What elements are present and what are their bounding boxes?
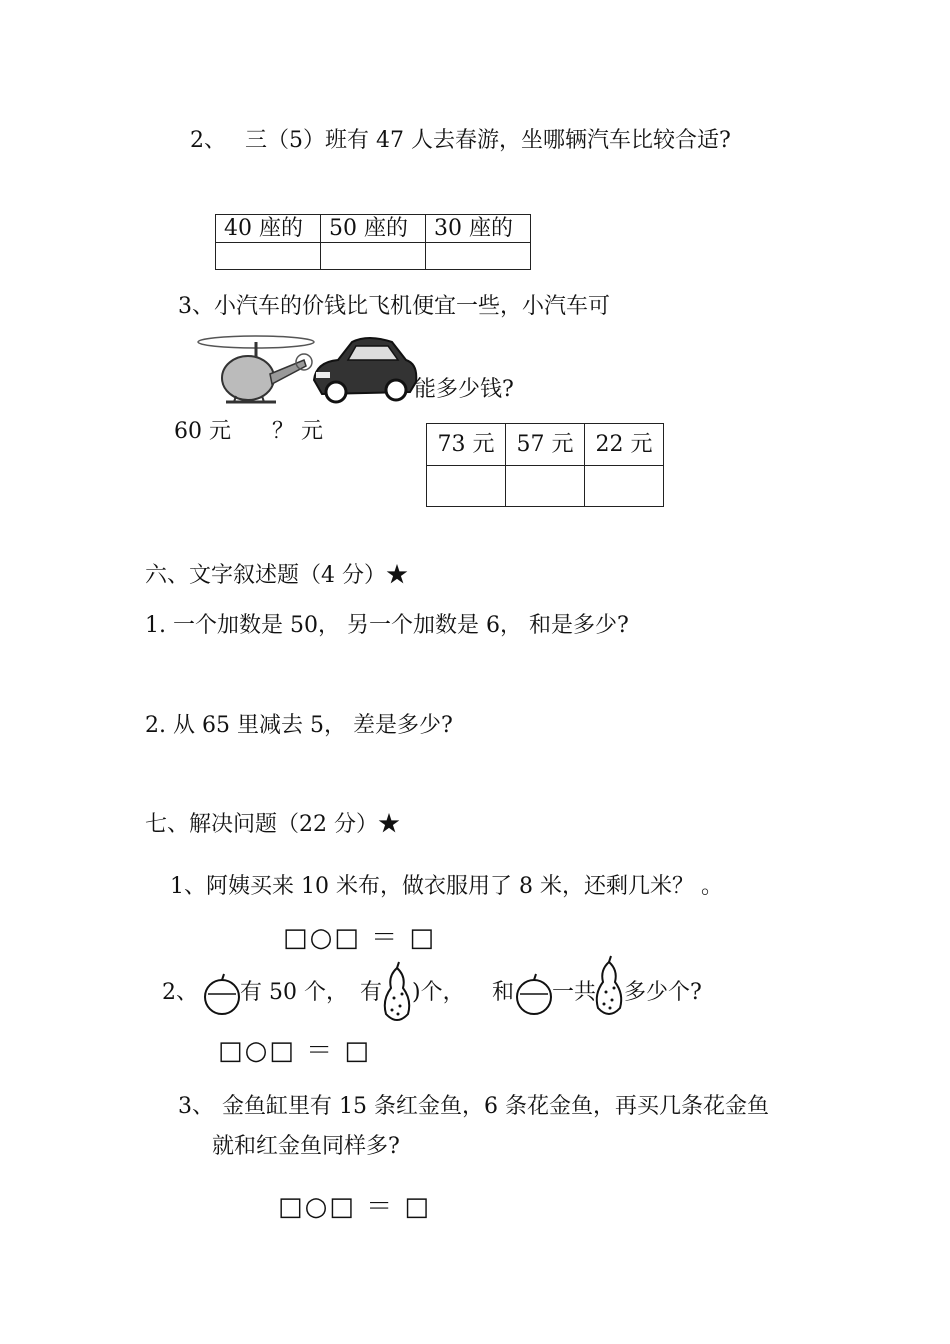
equation-template[interactable]: □○□ ＝ □ [278,1192,431,1222]
q2-text: 三（5）班有 47 人去春游，坐哪辆汽车比较合适? [245,128,731,153]
q3-line1: 3、小汽车的价钱比飞机便宜一些，小汽车可 [178,294,610,319]
section7-q2-number: 2、 [162,980,198,1005]
answer-cell[interactable] [216,243,321,270]
car-price: ？ 元 [272,419,323,444]
section7-q2-part4: 和 [492,980,515,1005]
car-icon [308,330,420,408]
q2-number: 2、 [190,128,226,153]
section6-q2: 2. 从 65 里减去 5， 差是多少? [145,713,453,738]
pear-icon [380,962,414,1026]
section7-title: 七、解决问题（22 分）★ [145,812,400,837]
section6-title: 六、文字叙述题（4 分）★ [145,563,408,588]
car-price-table [426,423,664,507]
answer-cell[interactable] [321,243,426,270]
answer-cell[interactable] [506,466,585,507]
helicopter-icon [196,330,316,414]
bus-choice-table [215,214,531,270]
apple-icon [514,972,554,1016]
table-cell: 40 座的 [216,215,321,243]
section7-q2-part2: 有 [360,980,383,1005]
answer-cell[interactable] [426,243,531,270]
section6-q1: 1. 一个加数是 50， 另一个加数是 6， 和是多少? [145,613,629,638]
helicopter-price: 60 元 [174,419,231,444]
table-cell: 22 元 [585,424,664,466]
table-cell: 73 元 [427,424,506,466]
equation-template[interactable]: □○□ ＝ □ [218,1036,371,1066]
section7-q2-part5: 一共 [552,980,597,1005]
q3-line2: 能多少钱? [414,377,514,402]
answer-cell[interactable] [585,466,664,507]
section7-q2-part3: )个， [412,980,465,1005]
section7-q2-part1: 有 50 个， [240,980,348,1005]
apple-icon [202,972,242,1016]
section7-q1: 1、阿姨买来 10 米布，做衣服用了 8 米，还剩几米？ 。 [170,874,723,899]
table-cell: 30 座的 [426,215,531,243]
section7-q3-number: 3、 [178,1094,214,1119]
table-cell: 57 元 [506,424,585,466]
section7-q3-line2: 就和红金鱼同样多? [212,1134,400,1159]
section7-q3-line1: 金鱼缸里有 15 条红金鱼，6 条花金鱼，再买几条花金鱼 [222,1094,769,1119]
pear-icon [592,956,626,1020]
answer-cell[interactable] [427,466,506,507]
equation-template[interactable]: □○□ ＝ □ [283,923,436,953]
section7-q2-part6: 多少个? [624,980,702,1005]
table-cell: 50 座的 [321,215,426,243]
